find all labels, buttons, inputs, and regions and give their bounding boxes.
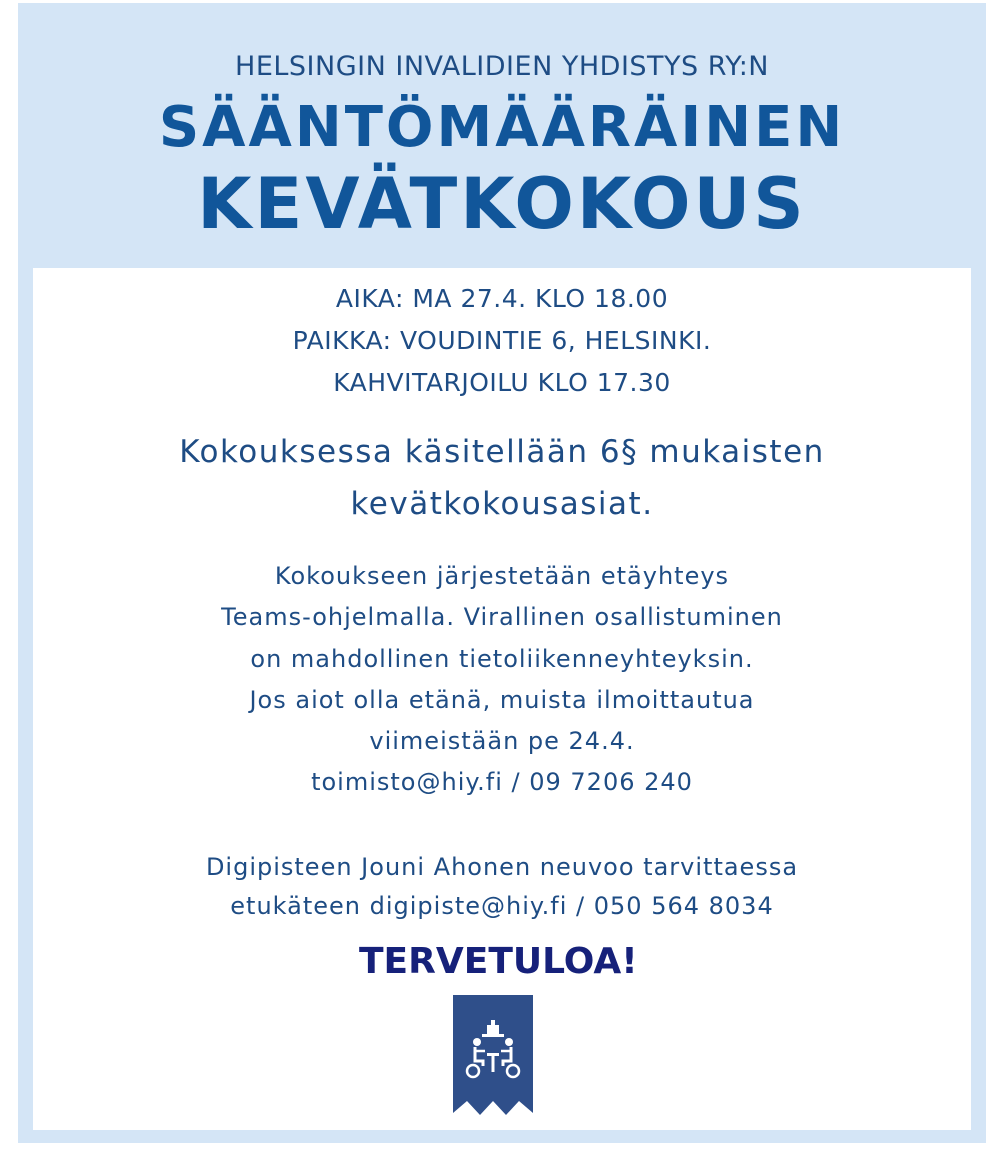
meeting-place: PAIKKA: VOUDINTIE 6, HELSINKI. bbox=[292, 326, 712, 355]
digi-help-line2: etukäteen digipiste@hiy.fi / 050 564 8034 bbox=[230, 892, 774, 920]
poster-content-panel bbox=[33, 268, 971, 1130]
agenda-line2: kevätkokousasiat. bbox=[350, 486, 654, 522]
remote-info-line3: on mahdollinen tietoliikenneyhteyksin. bbox=[250, 645, 754, 673]
agenda-line1: Kokouksessa käsitellään 6§ mukaisten bbox=[179, 434, 825, 470]
organization-name: HELSINGIN INVALIDIEN YHDISTYS RY:N bbox=[235, 51, 769, 82]
meeting-time: AIKA: MA 27.4. KLO 18.00 bbox=[335, 284, 669, 313]
welcome-heading: TERVETULOA! bbox=[359, 941, 638, 982]
meeting-title-line1: SÄÄNTÖMÄÄRÄINEN bbox=[158, 95, 846, 160]
poster-frame bbox=[18, 3, 986, 1143]
remote-info-line5: viimeistään pe 24.4. bbox=[369, 727, 635, 755]
digi-help-line1: Digipisteen Jouni Ahonen neuvoo tarvittaessa bbox=[205, 853, 799, 881]
remote-info-line1: Kokoukseen järjestetään etäyhteys bbox=[274, 562, 730, 590]
association-banner-logo-icon bbox=[453, 995, 533, 1123]
coffee-time: KAHVITARJOILU KLO 17.30 bbox=[333, 368, 671, 397]
poster-header bbox=[18, 3, 986, 268]
remote-info-line4: Jos aiot olla etänä, muista ilmoittautua bbox=[249, 686, 755, 714]
remote-info-line2: Teams-ohjelmalla. Virallinen osallistuminen bbox=[221, 603, 783, 631]
office-contact: toimisto@hiy.fi / 09 7206 240 bbox=[311, 768, 693, 796]
meeting-title-line2: KEVÄTKOKOUS bbox=[197, 163, 807, 245]
